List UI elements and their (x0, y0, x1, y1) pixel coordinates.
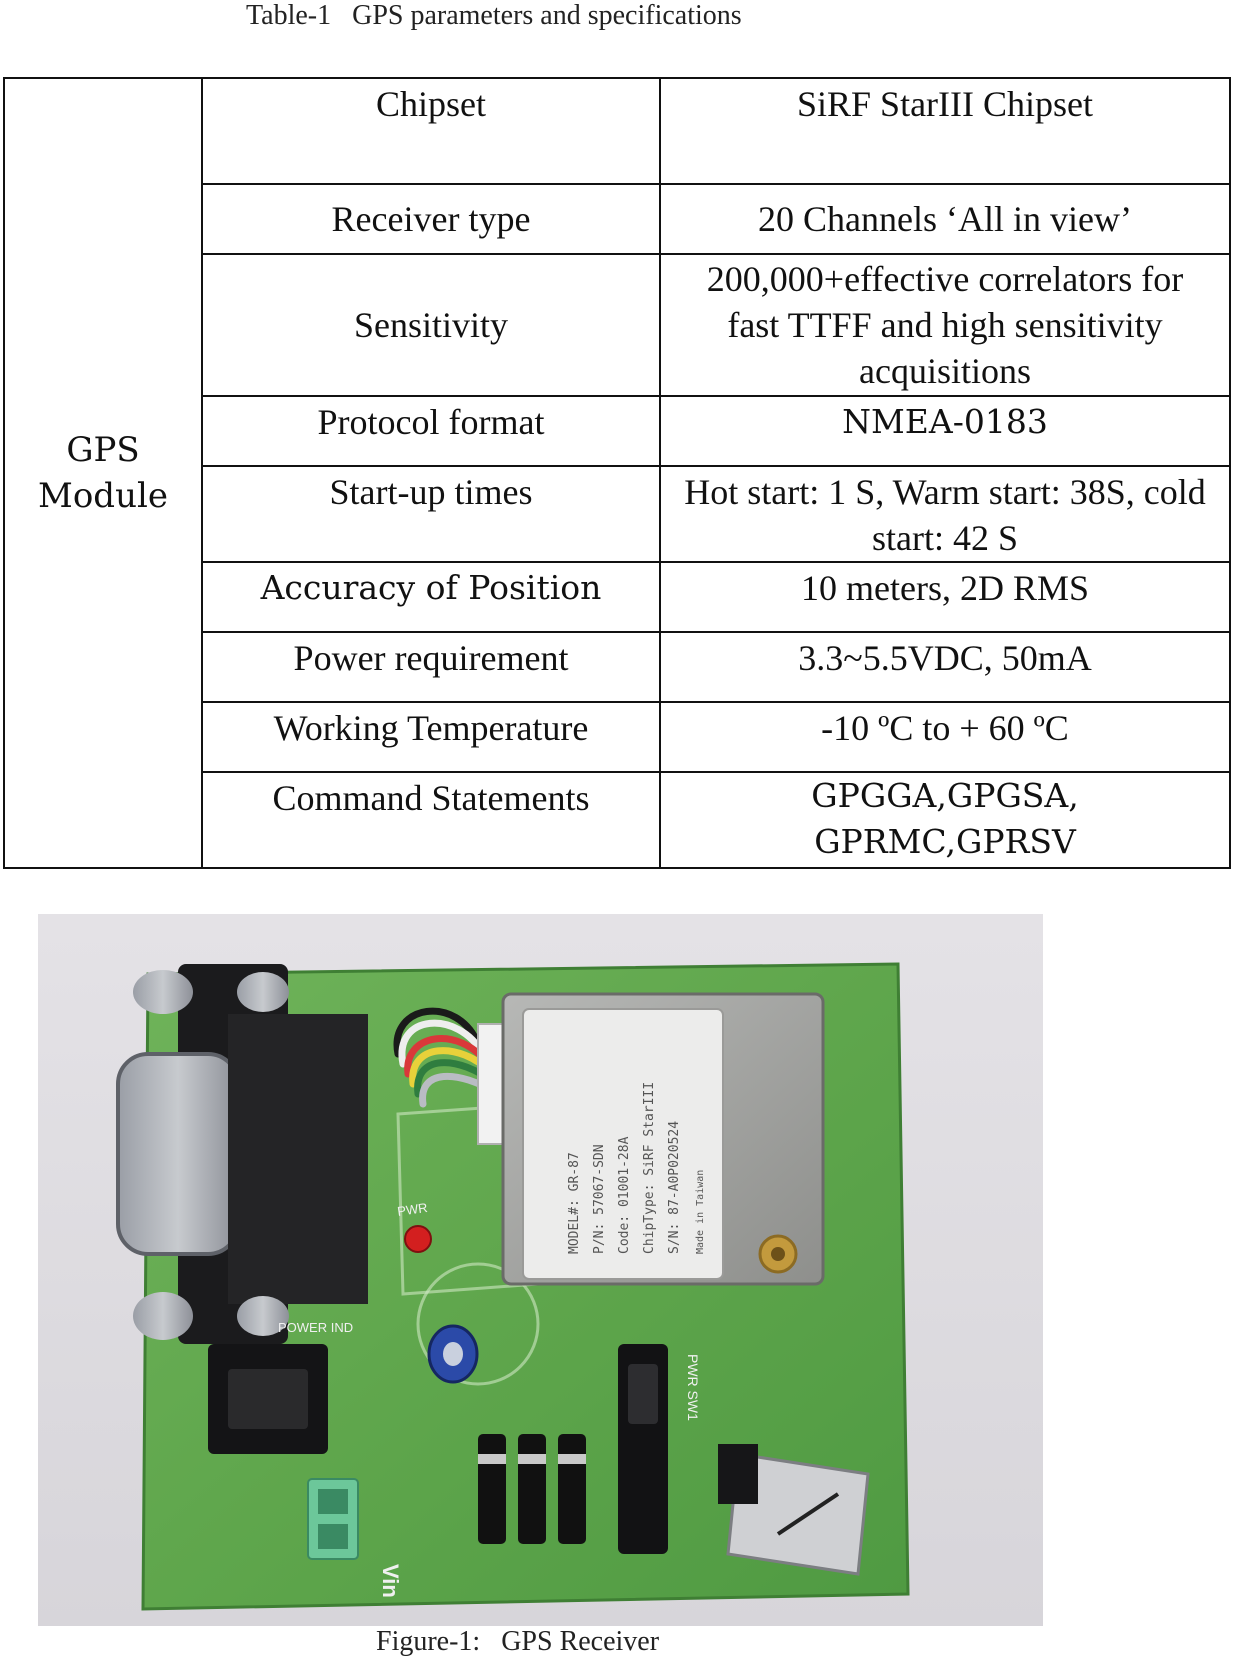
group-label-gps-module: GPS Module (4, 78, 202, 868)
dc-power-jack (208, 1344, 328, 1454)
svg-text:MODEL#: GR-87: MODEL#: GR-87 (567, 1152, 582, 1254)
pwr-text: PWR (396, 1199, 429, 1219)
svg-text:S/N: 87-A0P020524: S/N: 87-A0P020524 (667, 1120, 682, 1254)
terminal-block (308, 1479, 358, 1559)
svg-text:ChipType: SiRF StarIII: ChipType: SiRF StarIII (642, 1081, 657, 1254)
gps-receiver-photo (38, 914, 1043, 1626)
power-led (405, 1226, 431, 1252)
svg-text:P/N: 57067-SDN: P/N: 57067-SDN (592, 1144, 607, 1254)
capacitor (429, 1326, 477, 1382)
param-receiver-type: Receiver type (202, 184, 660, 254)
figure-caption: Figure-1: GPS Receiver (376, 1626, 660, 1657)
power-ind-text: POWER IND (278, 1320, 354, 1335)
param-temperature: Working Temperature (202, 702, 660, 772)
power-switch (618, 1344, 668, 1554)
value-sensitivity: 200,000+effective correlators for fast TTFF and high sensitivity acquisitions (660, 254, 1230, 396)
param-accuracy: Accuracy of Position (202, 562, 660, 632)
value-protocol-format: NMEA-0183 (660, 396, 1230, 466)
value-startup-times: Hot start: 1 S, Warm start: 38S, cold start: 42 S (660, 466, 1230, 562)
table-caption: Table-1 GPS parameters and specifications (246, 0, 742, 31)
value-power: 3.3~5.5VDC, 50mA (660, 632, 1230, 702)
param-power: Power requirement (202, 632, 660, 702)
value-temperature: -10 ºC to + 60 ºC (660, 702, 1230, 772)
param-chipset: Chipset (202, 78, 660, 184)
value-accuracy: 10 meters, 2D RMS (660, 562, 1230, 632)
pwr-sw-text: PWR SW1 (685, 1354, 701, 1421)
gps-module (503, 994, 823, 1284)
param-startup-times: Start-up times (202, 466, 660, 562)
param-command-statements: Command Statements (202, 772, 660, 868)
value-receiver-type: 20 Channels ‘All in view’ (660, 184, 1230, 254)
value-chipset: SiRF StarIII Chipset (660, 78, 1230, 184)
diode-array (478, 1434, 586, 1544)
svg-text:Made in Taiwan: Made in Taiwan (695, 1169, 706, 1254)
param-sensitivity: Sensitivity (202, 254, 660, 396)
param-protocol-format: Protocol format (202, 396, 660, 466)
value-command-statements: GPGGA,GPGSA, GPRMC,GPRSV (660, 772, 1230, 868)
gps-spec-table (3, 77, 1231, 869)
vin-text: Vin (378, 1564, 403, 1598)
svg-text:Code: 01001-28A: Code: 01001-28A (617, 1136, 632, 1254)
